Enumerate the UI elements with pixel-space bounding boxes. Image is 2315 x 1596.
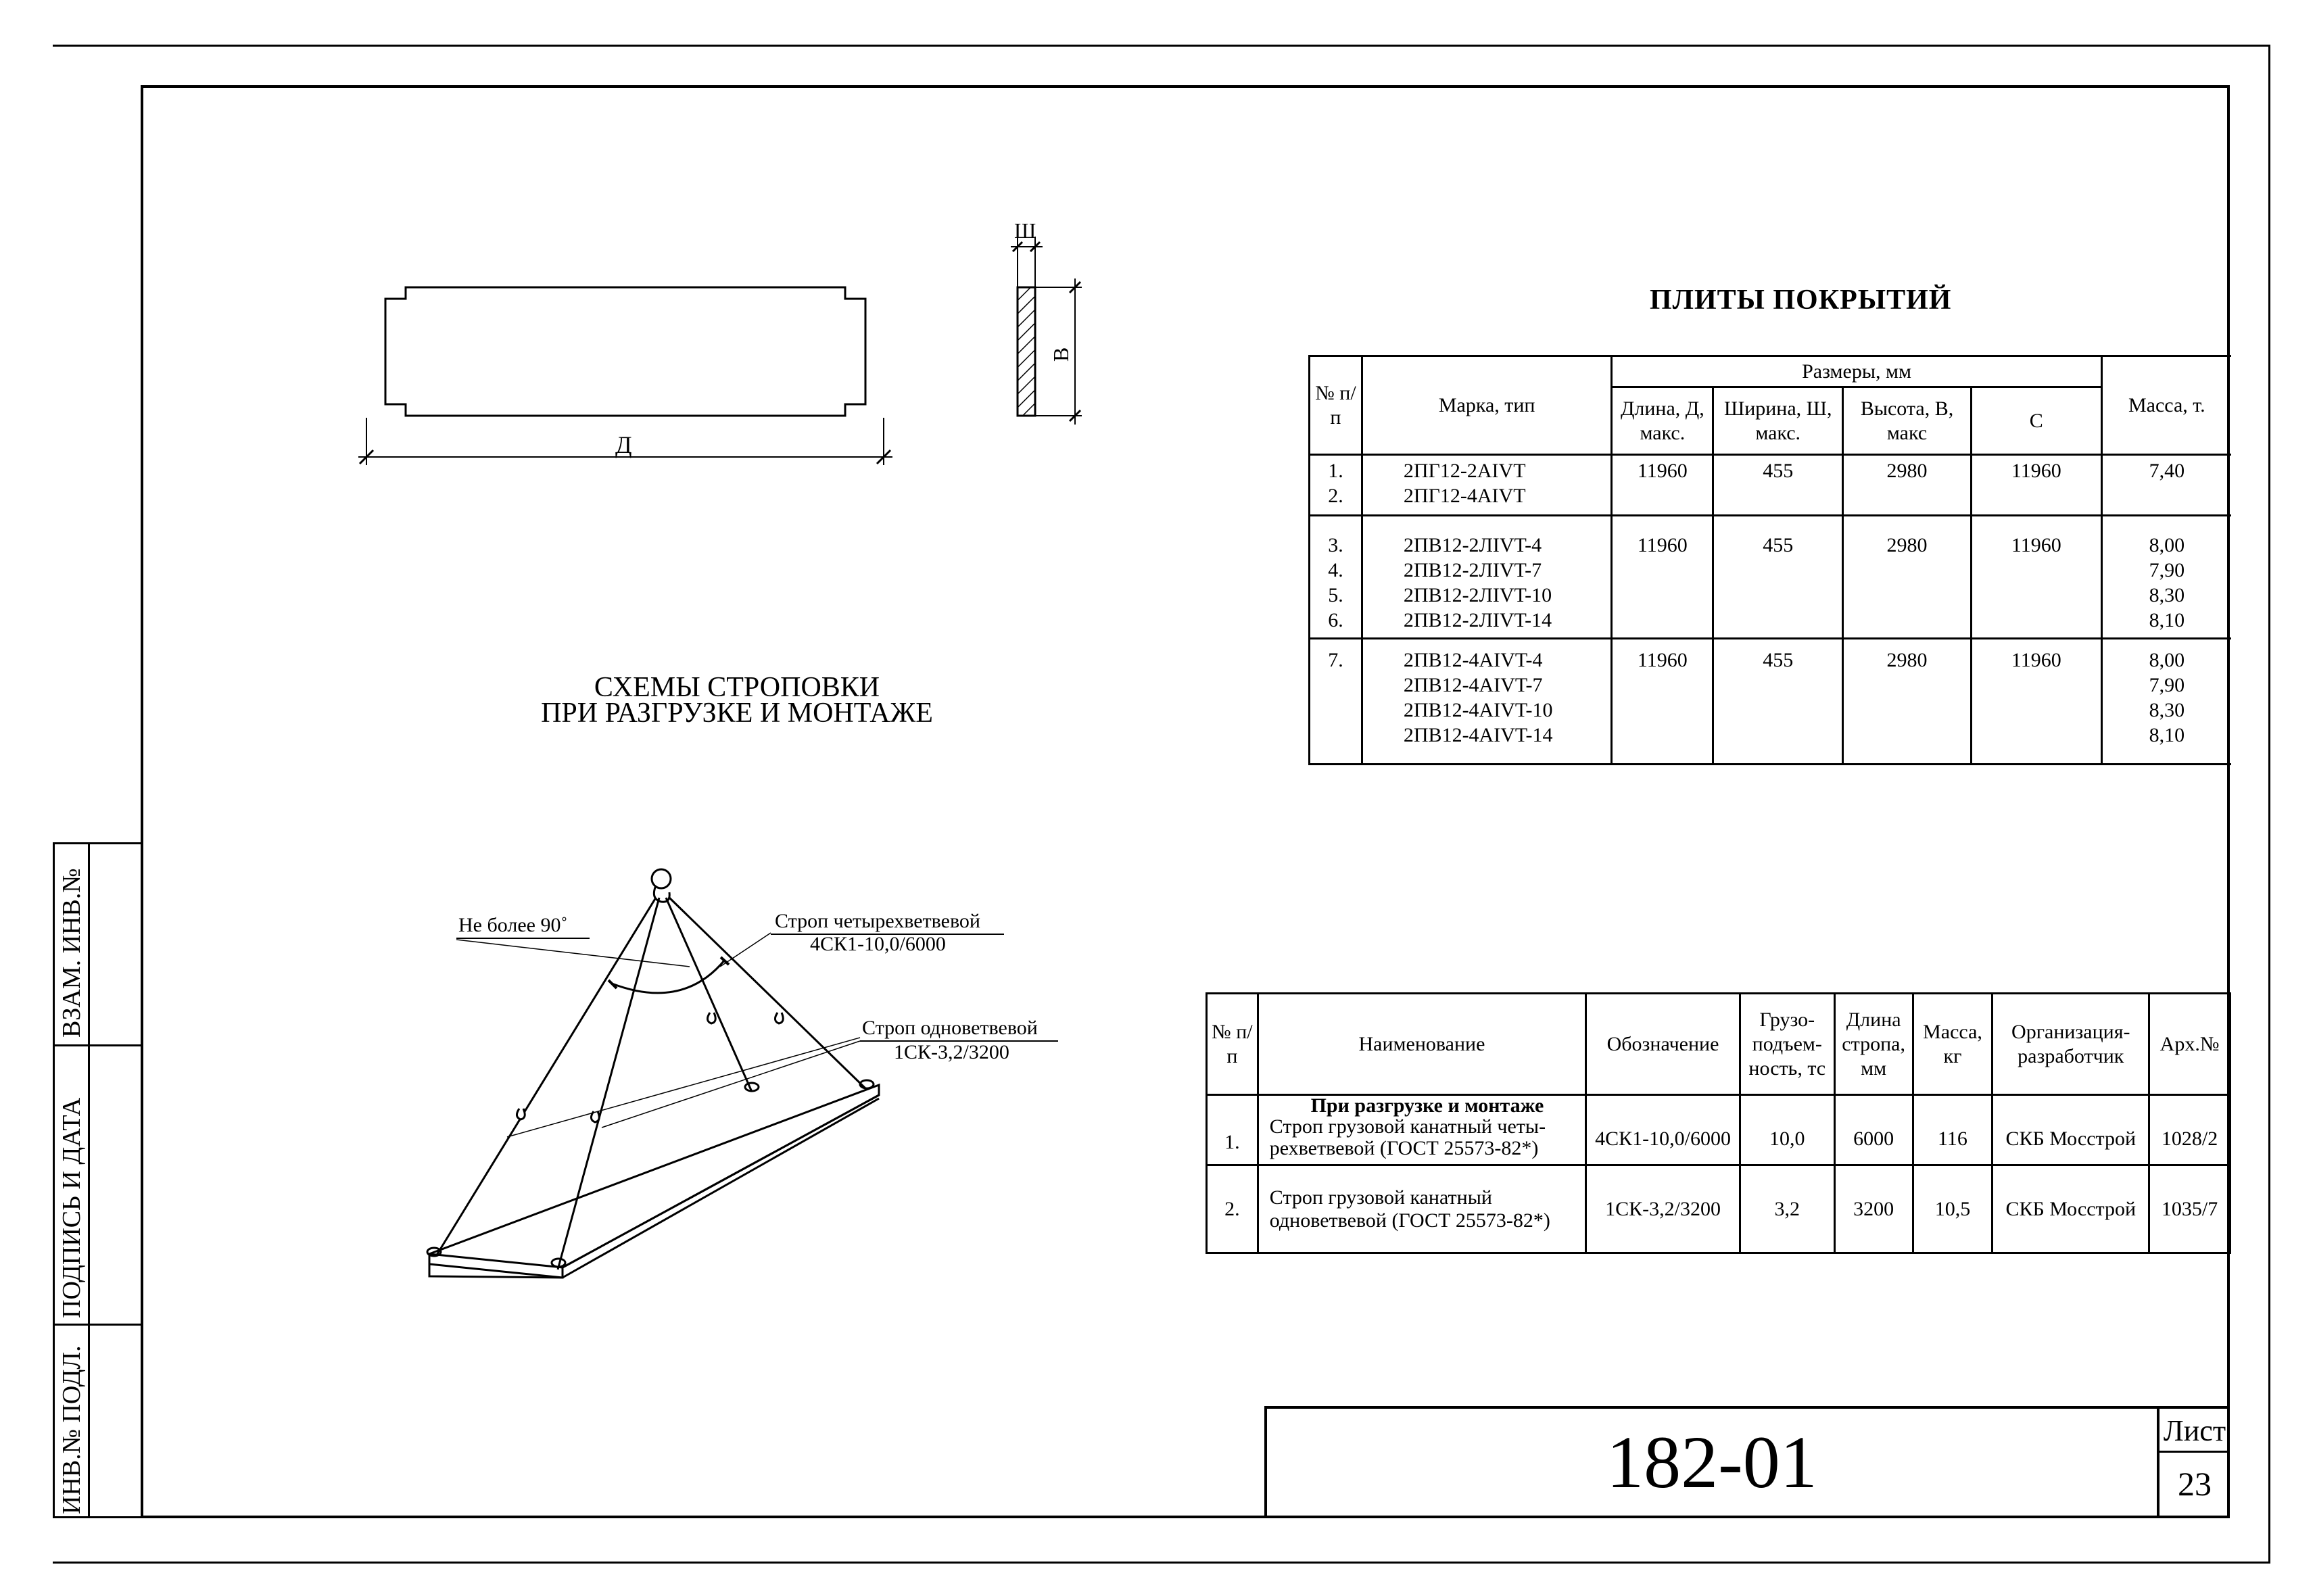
slab-height: 2980 — [1843, 639, 1972, 765]
width-dimension-label: Ш — [1014, 218, 1036, 243]
sling-mass: 116 — [1913, 1095, 1992, 1165]
header-mass: Масса, т. — [2101, 356, 2231, 455]
row-num: 3. — [1328, 534, 1343, 556]
header-num: № п/п — [1310, 356, 1362, 455]
slab-mass: 8,00 — [2149, 534, 2185, 556]
sling-designation: 1СК-3,2/3200 — [1586, 1165, 1740, 1253]
header-sizes: Размеры, мм — [1612, 356, 2101, 387]
sling-org: СКБ Мосстрой — [1992, 1095, 2149, 1165]
outer-frame-right — [2268, 45, 2270, 1564]
slab-mass: 8,00 — [2149, 649, 2185, 671]
slab-dimension-drawing — [338, 203, 1149, 487]
slab-section — [1018, 287, 1035, 416]
side-stamp-h1 — [53, 1044, 143, 1046]
slab-mark: 2ПГ12-4AIVT — [1403, 485, 1526, 507]
header-width: Ширина, Ш, макс. — [1713, 387, 1843, 455]
row-num: 2. — [1207, 1165, 1258, 1253]
table-row — [1310, 516, 2232, 639]
table-row — [1207, 1095, 2230, 1165]
document-code: 182-01 — [1606, 1421, 1817, 1503]
outer-frame-bottom — [53, 1562, 2270, 1564]
table-row — [1310, 639, 2232, 765]
slab-mass: 8,10 — [2149, 724, 2185, 746]
slab-c: 11960 — [1971, 516, 2101, 639]
sling-org: СКБ Мосстрой — [1992, 1165, 2149, 1253]
replaced-inv-label: ВЗАМ. ИНВ.№ — [57, 868, 86, 1038]
sling-capacity: 3,2 — [1740, 1165, 1834, 1253]
sling-name: Строп грузовой канатный одноветвевой (ГОСТ 25573-82*) — [1258, 1165, 1585, 1253]
sling-mass: 10,5 — [1913, 1165, 1992, 1253]
row-num: 7. — [1328, 649, 1343, 671]
sling-arch: 1035/7 — [2149, 1165, 2230, 1253]
slab-width: 455 — [1713, 639, 1843, 765]
slinging-title — [500, 672, 974, 729]
slabs-table-title: ПЛИТЫ ПОКРЫТИЙ — [1650, 285, 1952, 316]
header-c: С — [1971, 387, 2101, 455]
slab-mass: 8,30 — [2149, 584, 2185, 606]
slab-length: 11960 — [1612, 639, 1713, 765]
slab-mark: 2ПВ12-2ЛIVT-7 — [1403, 559, 1542, 581]
sling-length: 6000 — [1834, 1095, 1913, 1165]
angle-arc — [612, 960, 725, 993]
slab-width: 455 — [1713, 455, 1843, 516]
slab-height: 2980 — [1843, 516, 1972, 639]
row-num: 2. — [1328, 485, 1343, 507]
sheet-label: Лист — [2163, 1414, 2226, 1447]
header-length: Длина стропа, мм — [1834, 994, 1913, 1095]
slab-c: 11960 — [1971, 639, 2101, 765]
slings-table — [1206, 992, 2231, 1254]
slab-length: 11960 — [1612, 516, 1713, 639]
header-height: Высота, В, макс — [1843, 387, 1972, 455]
slab-mark: 2ПВ12-2ЛIVT-10 — [1403, 584, 1552, 606]
header-name: Наименование — [1258, 994, 1585, 1095]
inv-original-label: ИНВ.№ ПОДЛ. — [57, 1345, 86, 1514]
sheet-number: 23 — [2178, 1465, 2212, 1503]
slab-mass: 8,10 — [2149, 609, 2185, 631]
slab-mark: 2ПВ12-4AIVT-4 — [1403, 649, 1543, 671]
header-mass: Масса, кг — [1913, 994, 1992, 1095]
sling1-label: Строп одноветвевой — [862, 1017, 1038, 1039]
sling-arch: 1028/2 — [2149, 1095, 2230, 1165]
slab-mass: 7,90 — [2149, 674, 2185, 696]
slab-width: 455 — [1713, 516, 1843, 639]
row-num: 1. — [1207, 1095, 1258, 1165]
header-capacity: Грузо- подъем- ность, тс — [1740, 994, 1834, 1095]
side-stamp-h2 — [53, 1324, 143, 1326]
sheet-cell-divider — [2157, 1451, 2230, 1453]
header-length: Длина, Д, макс. — [1612, 387, 1713, 455]
sling-length: 3200 — [1834, 1165, 1913, 1253]
row-num: 1. — [1328, 460, 1343, 482]
sling4-label: Строп четырехветвевой — [775, 910, 980, 932]
sling-capacity: 10,0 — [1740, 1095, 1834, 1165]
side-stamp-divider — [88, 842, 90, 1518]
slab-mass: 7,40 — [2149, 460, 2185, 482]
slab-height: 2980 — [1843, 455, 1972, 516]
header-designation: Обозначение — [1586, 994, 1740, 1095]
angle-label: Не более 90˚ — [458, 914, 568, 936]
crane-hook — [652, 869, 671, 888]
sling-designation: 4СК1-10,0/6000 — [1586, 1095, 1740, 1165]
slab-mark: 2ПГ12-2AIVT — [1403, 460, 1526, 482]
row-num: 6. — [1328, 609, 1343, 631]
slinging-title-line1: СХЕМЫ СТРОПОВКИ — [594, 672, 880, 703]
slinging-title-line2: ПРИ РАЗГРУЗКЕ И МОНТАЖЕ — [541, 698, 933, 729]
sling-branch — [436, 898, 656, 1256]
height-dimension-label: В — [1049, 347, 1073, 362]
slab-mark: 2ПВ12-4AIVT-14 — [1403, 724, 1553, 746]
slab-mass: 7,90 — [2149, 559, 2185, 581]
header-org: Организация- разработчик — [1992, 994, 2149, 1095]
sling1-code: 1СК-3,2/3200 — [894, 1041, 1009, 1063]
row-num: 5. — [1328, 584, 1343, 606]
slabs-table — [1308, 355, 2231, 765]
outer-frame-top — [53, 45, 2270, 47]
section-heading: При разгрузке и монтаже — [1310, 1094, 1544, 1117]
sling-name: Строп грузовой канатный четы- рехветвевой (ГОСТ 25573-82*) — [1269, 1115, 1546, 1159]
slab-mark: 2ПВ12-2ЛIVT-4 — [1403, 534, 1542, 556]
slab-prism — [429, 1085, 879, 1278]
slab-mass: 8,30 — [2149, 699, 2185, 721]
slab-mark: 2ПВ12-4AIVT-7 — [1403, 674, 1543, 696]
length-dimension-label: Д — [615, 431, 632, 458]
table-row — [1310, 455, 2232, 516]
slab-c: 11960 — [1971, 455, 2101, 516]
slab-mark: 2ПВ12-2ЛIVT-14 — [1403, 609, 1552, 631]
slab-plan-outline — [385, 287, 865, 416]
header-num: № п/п — [1207, 994, 1258, 1095]
signature-date-label: ПОДПИСЬ И ДАТА — [57, 1097, 86, 1318]
header-mark: Марка, тип — [1362, 356, 1612, 455]
sling4-code: 4СК1-10,0/6000 — [810, 933, 946, 955]
slab-length: 11960 — [1612, 455, 1713, 516]
sling-branch — [666, 898, 752, 1092]
slab-mark: 2ПВ12-4AIVT-10 — [1403, 699, 1553, 721]
row-num: 4. — [1328, 559, 1343, 581]
header-arch: Арх.№ — [2149, 994, 2230, 1095]
table-row — [1207, 1165, 2230, 1253]
